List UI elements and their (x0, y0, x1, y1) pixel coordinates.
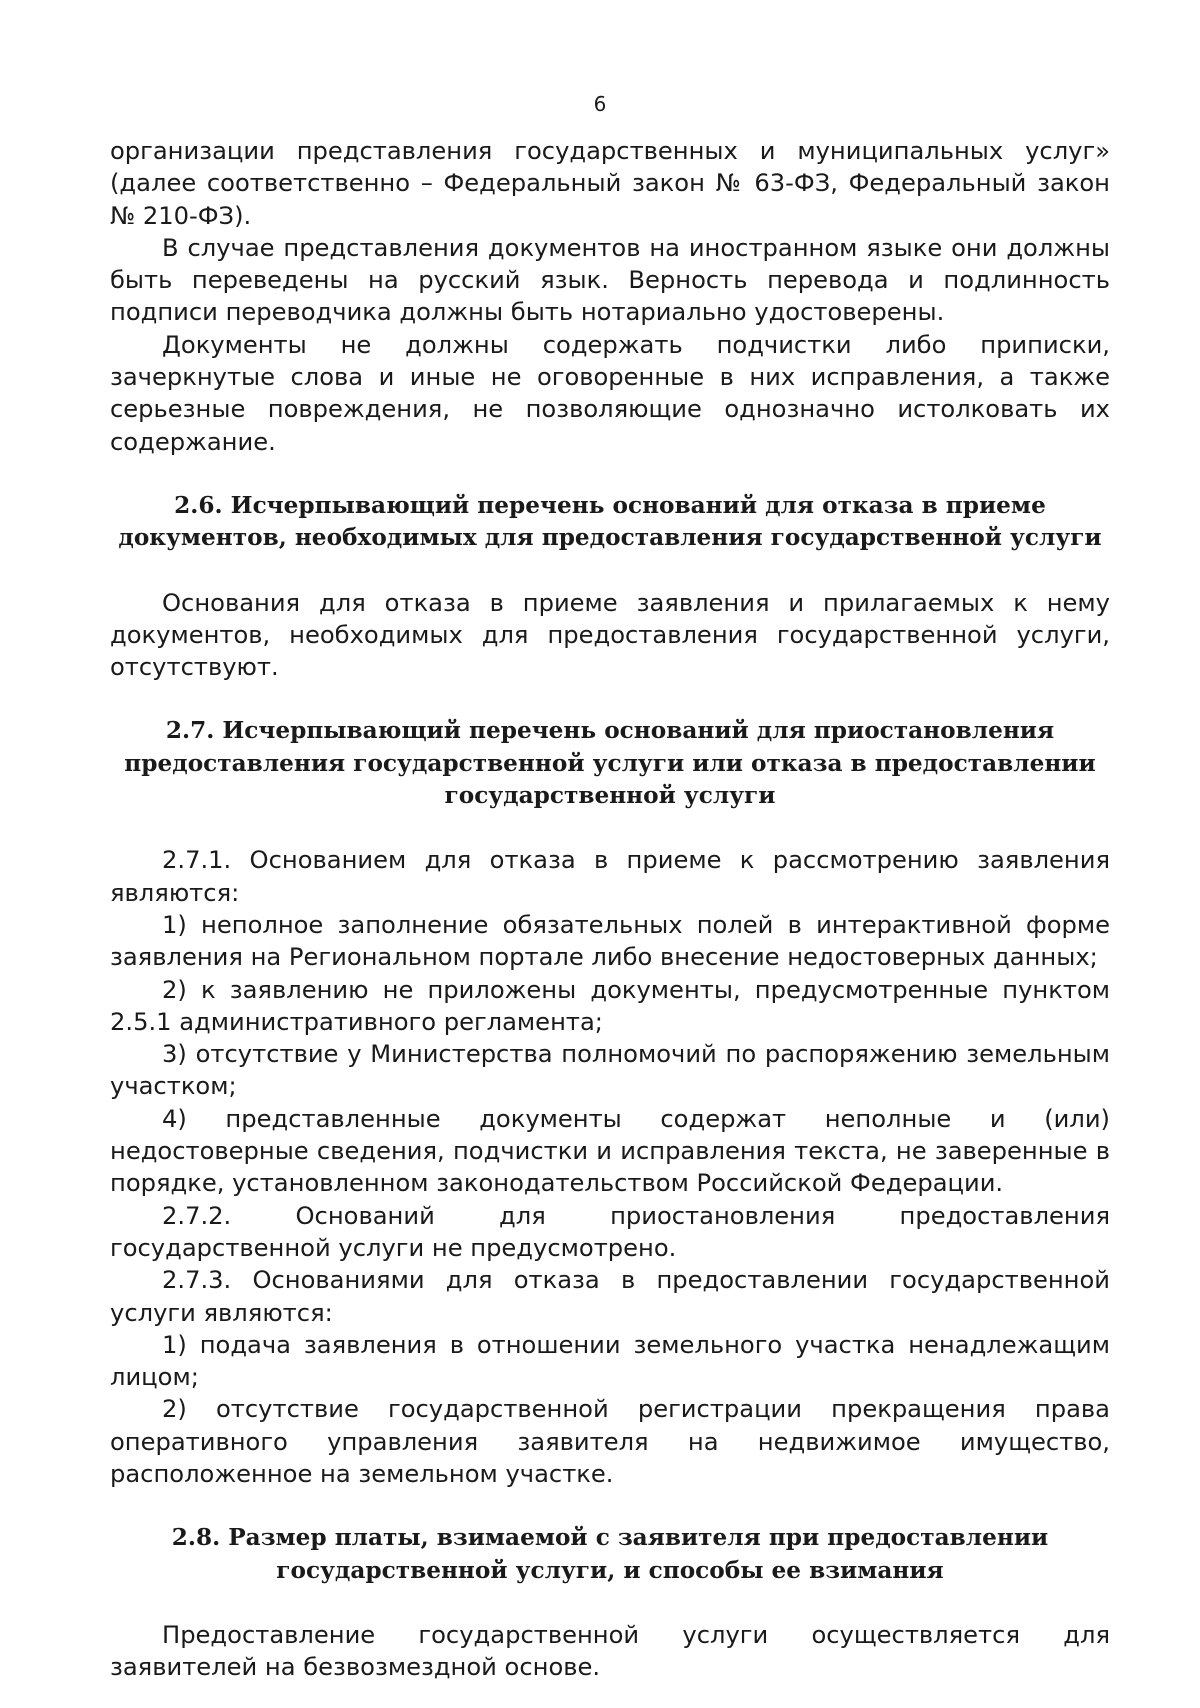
paragraph-refusal-grounds-absent: Основания для отказа в приеме заявления и прилагаемых к нему документов, необходимых для предоставления государственной услуги, отсутствуют. (110, 588, 1110, 682)
heading-line: 2.7. Исчерпывающий перечень оснований для приостановления (165, 717, 1055, 745)
paragraph-document-requirements: Документы не должны содержать подчистки либо приписки, зачеркнутые слова и иные не оговоренные в них исправления, а также серьезные повреждения, не позволяющие однозначно истолковать их содержание. (110, 330, 1110, 456)
spacer (110, 1587, 1110, 1619)
paragraph-free-of-charge: Предоставление государственной услуги осуществляется для заявителей на безвозмездной основе. (110, 1620, 1110, 1682)
section-heading-2-7 (110, 715, 1110, 812)
paragraph-2-7-3: 2.7.3. Основаниями для отказа в предоставлении государственной услуги являются: (110, 1266, 1110, 1327)
list-item-1: 1) подача заявления в отношении земельного участка ненадлежащим лицом; (110, 1330, 1110, 1392)
paragraph-2-7-2: 2.7.2. Оснований для приостановления предоставления государственной услуги не предусмотрено. (110, 1201, 1110, 1262)
spacer (110, 1490, 1110, 1522)
section-heading-2-6 (110, 490, 1110, 555)
heading-line: 2.8. Размер платы, взимаемой с заявителя при предоставлении (171, 1524, 1049, 1552)
paragraph-2-7-1: 2.7.1. Основанием для отказа в приеме к рассмотрению заявления являются: (110, 846, 1110, 907)
list-item-1: 1) неполное заполнение обязательных полей в интерактивной форме заявления на Региональном портале либо внесение недостоверных данных; (110, 910, 1110, 972)
heading-line: государственной услуги (444, 782, 776, 810)
heading-line: документов, необходимых для предоставления государственной услуги (118, 524, 1102, 552)
document-body (110, 135, 1110, 1683)
spacer (110, 683, 1110, 715)
paragraph-foreign-language: В случае представления документов на иностранном языке они должны быть переведены на русский язык. Верность перевода и подлинность подписи переводчика должны быть нотариально удостоверены. (110, 233, 1110, 327)
page-number: 6 (593, 92, 607, 116)
spacer (110, 812, 1110, 844)
heading-line: государственной услуги, и способы ее взимания (276, 1556, 944, 1584)
section-heading-2-8 (110, 1522, 1110, 1587)
list-item-3: 3) отсутствие у Министерства полномочий по распоряжению земельным участком; (110, 1040, 1110, 1101)
list-item-2: 2) отсутствие государственной регистрации прекращения права оперативного управления заявителя на недвижимое имущество, расположенное на земельном участке. (110, 1395, 1110, 1488)
list-item-2: 2) к заявлению не приложены документы, предусмотренные пунктом 2.5.1 административного регламента; (110, 975, 1110, 1036)
spacer (110, 555, 1110, 587)
paragraph-continuation: организации представления государственных и муниципальных услуг» (далее соответственно – Федеральный закон № 63-ФЗ, Федеральный закон № 210-ФЗ). (110, 137, 1110, 230)
spacer (110, 458, 1110, 490)
heading-line: предоставления государственной услуги или отказа в предоставлении (124, 749, 1096, 777)
heading-line: 2.6. Исчерпывающий перечень оснований для отказа в приеме (174, 491, 1046, 519)
list-item-4: 4) представленные документы содержат неполные и (или) недостоверные сведения, подчистки и исправления текста, не заверенные в порядке, установленном законодательством Российской Федерации. (110, 1104, 1110, 1198)
